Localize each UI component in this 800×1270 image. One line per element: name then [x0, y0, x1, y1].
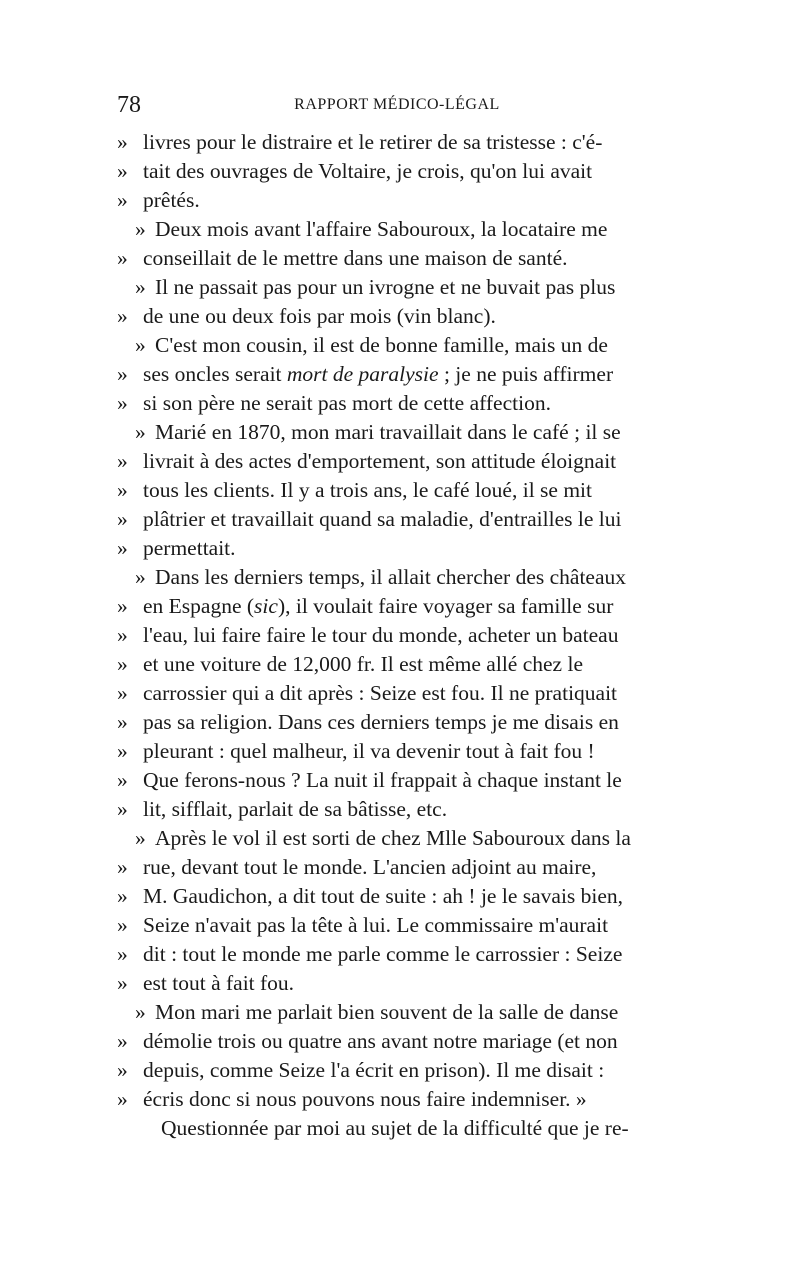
quote-mark: » [117, 681, 128, 705]
line-text: Questionnée par moi au sujet de la difficulté que je re- [161, 1116, 629, 1140]
quote-mark: » [135, 826, 146, 850]
text-line [117, 186, 677, 215]
italic-text: sic [254, 594, 278, 618]
line-text: tous les clients. Il y a trois ans, le café loué, il se mit [143, 478, 593, 502]
text-line [117, 302, 677, 331]
line-text: lit, sifflait, parlait de sa bâtisse, etc. [143, 797, 448, 821]
text-line [117, 418, 677, 447]
text-line [117, 940, 677, 969]
text-line [117, 766, 677, 795]
page-header [117, 92, 677, 122]
quote-mark: » [135, 275, 146, 299]
quote-mark: » [117, 1058, 128, 1082]
quote-mark: » [117, 1029, 128, 1053]
text-line [117, 592, 677, 621]
text-line [117, 853, 677, 882]
text-line [117, 505, 677, 534]
line-text: de une ou deux fois par mois (vin blanc). [143, 304, 496, 328]
quote-mark: » [117, 449, 128, 473]
text-line [117, 1085, 677, 1114]
text-line [117, 128, 677, 157]
text-line [117, 273, 677, 302]
quote-mark: » [117, 130, 128, 154]
text-line [117, 998, 677, 1027]
text-line [117, 215, 677, 244]
text-line [117, 969, 677, 998]
text-line [117, 650, 677, 679]
quote-mark: » [117, 710, 128, 734]
line-text: Deux mois avant l'affaire Sabouroux, la locataire me [155, 217, 608, 241]
line-text: M. Gaudichon, a dit tout de suite : ah ! je le savais bien, [143, 884, 624, 908]
italic-text: mort de paralysie [286, 362, 439, 386]
quote-mark: » [117, 797, 128, 821]
text-line [117, 795, 677, 824]
page-number: 78 [117, 92, 141, 118]
line-text: ses oncles serait [143, 362, 282, 386]
text-line [117, 621, 677, 650]
quote-mark: » [117, 652, 128, 676]
line-text: depuis, comme Seize l'a écrit en prison). Il me disait : [143, 1058, 605, 1082]
line-text: Que ferons-nous ? La nuit il frappait à chaque instant le [143, 768, 622, 792]
text-line [117, 244, 677, 273]
text-line [117, 476, 677, 505]
line-text: tait des ouvrages de Voltaire, je crois, qu'on lui avait [143, 159, 593, 183]
quote-mark: » [117, 362, 128, 386]
line-text: Il ne passait pas pour un ivrogne et ne buvait pas plus [155, 275, 616, 299]
quote-mark: » [117, 884, 128, 908]
line-text: Seize n'avait pas la tête à lui. Le commissaire m'aurait [143, 913, 609, 937]
line-text: permettait. [143, 536, 236, 560]
text-line [117, 1056, 677, 1085]
text-line [117, 1027, 677, 1056]
quote-mark: » [117, 536, 128, 560]
quote-mark: » [117, 942, 128, 966]
line-text: rue, devant tout le monde. L'ancien adjoint au maire, [143, 855, 597, 879]
quote-mark: » [135, 420, 146, 444]
text-line [117, 360, 677, 389]
line-text: si son père ne serait pas mort de cette affection. [143, 391, 551, 415]
quote-mark: » [117, 391, 128, 415]
line-text: conseillait de le mettre dans une maison de santé. [143, 246, 568, 270]
line-text: pleurant : quel malheur, il va devenir tout à fait fou ! [143, 739, 595, 763]
quote-mark: » [117, 855, 128, 879]
line-text: Après le vol il est sorti de chez Mlle Sabouroux dans la [155, 826, 631, 850]
quote-mark: » [117, 304, 128, 328]
quote-mark: » [117, 478, 128, 502]
quote-mark: » [117, 246, 128, 270]
line-text: et une voiture de 12,000 fr. Il est même allé chez le [143, 652, 583, 676]
text-line [117, 157, 677, 186]
text-line [117, 534, 677, 563]
line-text: C'est mon cousin, il est de bonne famille, mais un de [155, 333, 608, 357]
line-text: carrossier qui a dit après : Seize est fou. Il ne pratiquait [143, 681, 618, 705]
text-line [117, 882, 677, 911]
line-text: pas sa religion. Dans ces derniers temps je me disais en [143, 710, 619, 734]
line-text: livrait à des actes d'emportement, son attitude éloignait [143, 449, 617, 473]
quote-mark: » [135, 1000, 146, 1024]
quote-mark: » [117, 188, 128, 212]
text-line [117, 911, 677, 940]
text-line [117, 331, 677, 360]
text-line [117, 824, 677, 853]
body-text [117, 128, 677, 1143]
quote-mark: » [117, 507, 128, 531]
line-text: démolie trois ou quatre ans avant notre mariage (et non [143, 1029, 618, 1053]
quote-mark: » [117, 768, 128, 792]
line-text: écris donc si nous pouvons nous faire indemniser. » [143, 1087, 587, 1111]
quote-mark: » [135, 565, 146, 589]
text-line [117, 389, 677, 418]
line-text: Marié en 1870, mon mari travaillait dans le café ; il se [155, 420, 621, 444]
text-line [117, 737, 677, 766]
quote-mark: » [135, 333, 146, 357]
text-line [117, 563, 677, 592]
text-line [117, 708, 677, 737]
text-line [117, 679, 677, 708]
line-text-after: ; je ne puis affirmer [438, 362, 614, 386]
quote-mark: » [117, 623, 128, 647]
line-text: en Espagne ( [143, 594, 255, 618]
line-text: Mon mari me parlait bien souvent de la salle de danse [155, 1000, 619, 1024]
line-text: dit : tout le monde me parle comme le carrossier : Seize [143, 942, 623, 966]
quote-mark: » [135, 217, 146, 241]
quote-mark: » [117, 594, 128, 618]
quote-mark: » [117, 971, 128, 995]
text-line [117, 1114, 677, 1143]
quote-mark: » [117, 159, 128, 183]
line-text-after: ), il voulait faire voyager sa famille sur [277, 594, 614, 618]
line-text: Dans les derniers temps, il allait chercher des châteaux [155, 565, 627, 589]
quote-mark: » [117, 913, 128, 937]
line-text: livres pour le distraire et le retirer de sa tristesse : c'é- [143, 130, 603, 154]
text-line [117, 447, 677, 476]
quote-mark: » [117, 1087, 128, 1111]
quote-mark: » [117, 739, 128, 763]
line-text: est tout à fait fou. [143, 971, 295, 995]
line-text: plâtrier et travaillait quand sa maladie, d'entrailles le lui [143, 507, 622, 531]
line-text: l'eau, lui faire faire le tour du monde, acheter un bateau [143, 623, 619, 647]
line-text: prêtés. [143, 188, 200, 212]
running-title: RAPPORT MÉDICO-LÉGAL [294, 96, 500, 113]
